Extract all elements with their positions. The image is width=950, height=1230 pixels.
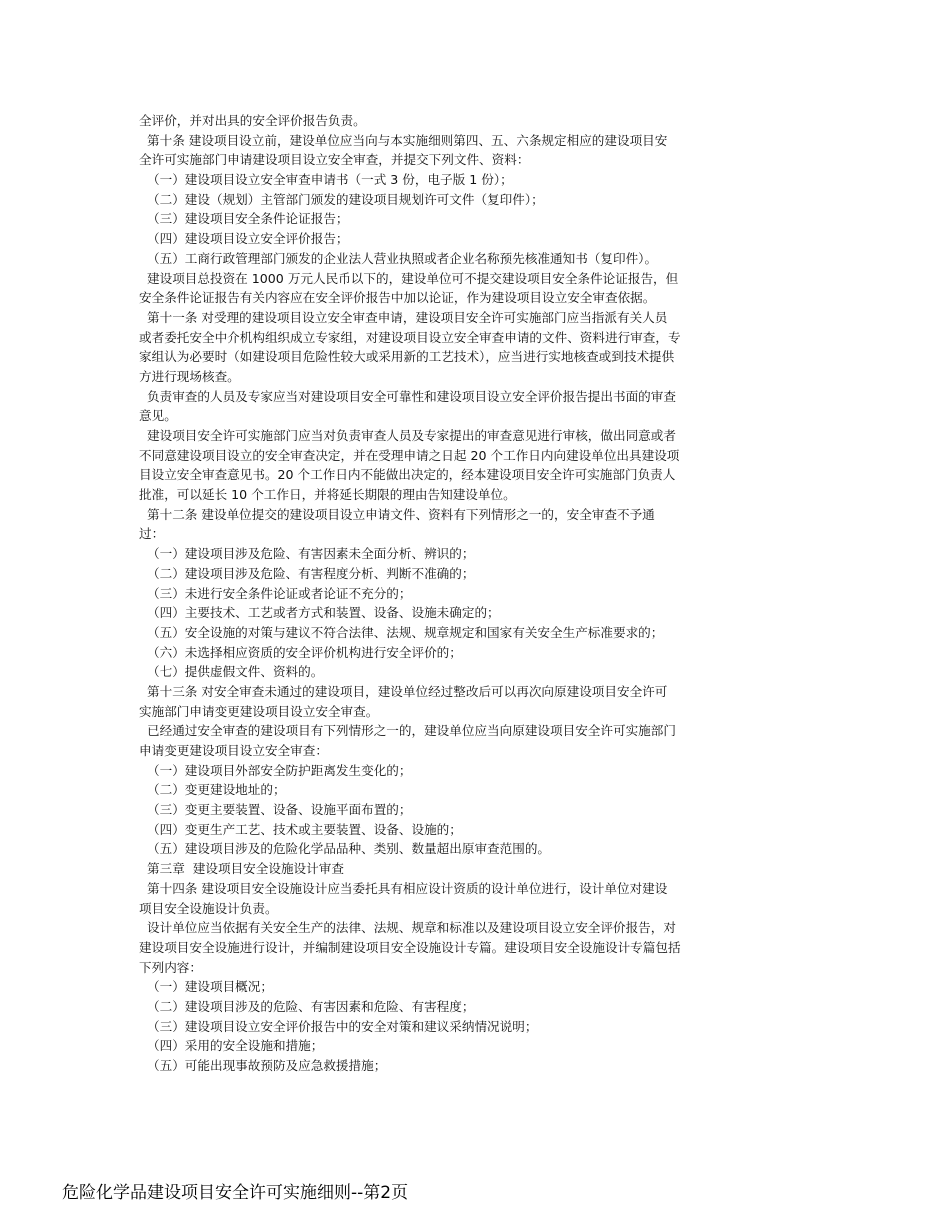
- document-body: [139, 111, 811, 1076]
- text-line: （二）建设项目涉及的危险、有害因素和危险、有害程度；: [139, 998, 475, 1014]
- text-line: （二）建设项目涉及危险、有害程度分析、判断不准确的；: [139, 565, 475, 581]
- text-line: 负责审查的人员及专家应当对建设项目安全可靠性和建设项目设立安全评价报告提出书面的审查: [139, 388, 676, 404]
- text-line: 项目安全设施设计负责。: [139, 900, 278, 916]
- text-line: 不同意建设项目设立的安全审查决定，并在受理申请之日起 20 个工作日内向建设单位出具建设项: [139, 447, 680, 463]
- text-line: 建设项目总投资在 1000 万元人民币以下的，建设单位可不提交建设项目安全条件论证报告，但: [139, 270, 679, 286]
- text-line: 家组认为必要时（如建设项目危险性较大或采用新的工艺技术），应当进行实地核查或到技术提供: [139, 349, 675, 365]
- text-line: 全许可实施部门申请建设项目设立安全审查，并提交下列文件、资料：: [139, 152, 530, 168]
- text-line: （四）建设项目设立安全评价报告；: [139, 231, 349, 247]
- page-footer: 危险化学品建设项目安全许可实施细则--第2页: [62, 1183, 409, 1203]
- text-line: （六）未选择相应资质的安全评价机构进行安全评价的；: [139, 644, 462, 660]
- text-line: 第十三条 对安全审查未通过的建设项目，建设单位经过整改后可以再次向原建设项目安全许可: [139, 683, 668, 699]
- text-line: （五）建设项目涉及的危险化学品品种、类别、数量超出原审查范围的。: [139, 841, 551, 857]
- text-line: （四）主要技术、工艺或者方式和装置、设备、设施未确定的；: [139, 605, 500, 621]
- text-line: （一）建设项目概况；: [139, 979, 273, 995]
- text-line: 或者委托安全中介机构组织成立专家组，对建设项目设立安全审查申请的文件、资料进行审查，专: [139, 329, 681, 345]
- text-line: （四）变更生产工艺、技术或主要装置、设备、设施的；: [139, 821, 462, 837]
- text-line: （三）建设项目安全条件论证报告；: [139, 211, 349, 227]
- text-line: 申请变更建设项目设立安全审查：: [139, 743, 328, 758]
- text-line: 第十条 建设项目设立前，建设单位应当向与本实施细则第四、五、六条规定相应的建设项目安: [139, 132, 668, 148]
- text-line: （五）工商行政管理部门颁发的企业法人营业执照或者企业名称预先核准通知书（复印件）。: [139, 250, 658, 266]
- text-line: 第十一条 对受理的建设项目设立安全审查申请，建设项目安全许可实施部门应当指派有关人员: [139, 309, 668, 325]
- text-line: （七）提供虚假文件、资料的。: [139, 664, 324, 680]
- text-line: （一）建设项目设立安全审查申请书（一式 3 份，电子版 1 份）；: [139, 172, 513, 188]
- text-line: 第三章 建设项目安全设施设计审查: [139, 861, 344, 877]
- text-line: 安全条件论证报告有关内容应在安全评价报告中加以论证，作为建设项目设立安全审查依据。: [139, 290, 656, 306]
- text-line: 过：: [139, 526, 165, 542]
- text-line: 建设项目安全设施进行设计，并编制建设项目安全设施设计专篇。建设项目安全设施设计专篇包括: [139, 939, 681, 955]
- text-line: 实施部门申请变更建设项目设立安全审查。: [139, 703, 379, 719]
- text-line: 建设项目安全许可实施部门应当对负责审查人员及专家提出的审查意见进行审核，做出同意或者: [139, 428, 676, 443]
- text-line: （二）变更建设地址的；: [139, 782, 286, 798]
- text-line: （一）建设项目外部安全防护距离发生变化的；: [139, 762, 412, 778]
- text-line: （三）未进行安全条件论证或者论证不充分的；: [139, 585, 412, 601]
- text-line: 已经通过安全审查的建设项目有下列情形之一的，建设单位应当向原建设项目安全许可实施部门: [139, 723, 676, 739]
- text-line: （四）采用的安全设施和措施；: [139, 1038, 324, 1054]
- text-line: 第十二条 建设单位提交的建设项目设立申请文件、资料有下列情形之一的，安全审查不予通: [139, 506, 655, 522]
- text-line: （二）建设（规划）主管部门颁发的建设项目规划许可文件（复印件）；: [139, 191, 544, 207]
- text-line: （一）建设项目涉及危险、有害因素未全面分析、辨识的；: [139, 546, 475, 562]
- text-line: 第十四条 建设项目安全设施设计应当委托具有相应设计资质的设计单位进行，设计单位对建设: [139, 880, 668, 896]
- text-line: （三）建设项目设立安全评价报告中的安全对策和建议采纳情况说明；: [139, 1018, 538, 1034]
- text-line: 批准，可以延长 10 个工作日，并将延长期限的理由告知建设单位。: [139, 487, 516, 503]
- text-line: 下列内容：: [139, 959, 202, 975]
- text-line: （五）可能出现事故预防及应急救援措施；: [139, 1058, 387, 1073]
- text-line: 意见。: [139, 408, 177, 424]
- text-line: （五）安全设施的对策与建议不符合法律、法规、规章规定和国家有关安全生产标准要求的；: [139, 624, 664, 640]
- text-line: 目设立安全审查意见书。20 个工作日内不能做出决定的，经本建设项目安全许可实施部门负责人: [139, 467, 676, 483]
- text-line: 设计单位应当依据有关安全生产的法律、法规、规章和标准以及建设项目设立安全评价报告，对: [139, 920, 676, 936]
- text-line: （三）变更主要装置、设备、设施平面布置的；: [139, 802, 412, 818]
- text-line: 全评价，并对出具的安全评价报告负责。: [139, 113, 366, 128]
- text-line: 方进行现场核查。: [139, 368, 240, 384]
